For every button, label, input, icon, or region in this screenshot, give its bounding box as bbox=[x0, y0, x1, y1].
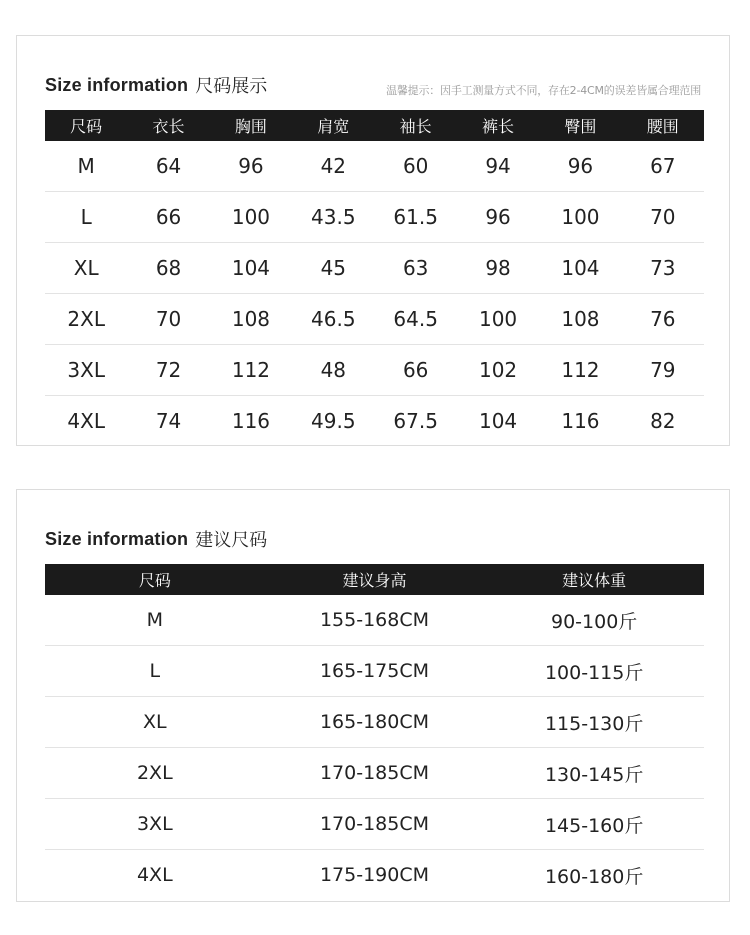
table-cell: 67 bbox=[622, 141, 704, 192]
table-cell: 4XL bbox=[67, 409, 105, 433]
table-cell: 63 bbox=[375, 243, 457, 294]
table-cell: 76 bbox=[622, 294, 704, 345]
header-sleeve: 袖长 bbox=[399, 117, 432, 136]
header-hip: 臀围 bbox=[564, 117, 597, 136]
header-size: 尺码 bbox=[138, 571, 171, 590]
header-shoulder: 肩宽 bbox=[317, 117, 350, 136]
table-cell: M bbox=[45, 141, 127, 192]
table-row bbox=[45, 595, 704, 646]
table-cell: 66 bbox=[127, 192, 209, 243]
table-row bbox=[45, 294, 704, 345]
header-waist: 腰围 bbox=[646, 117, 679, 136]
table-cell: 3XL bbox=[45, 345, 127, 396]
recommend-chart-card bbox=[16, 489, 730, 902]
table-row bbox=[45, 646, 704, 697]
table-row bbox=[45, 850, 704, 901]
table-cell: 94 bbox=[457, 141, 539, 192]
table-cell: 67.5 bbox=[393, 409, 438, 433]
table-cell: 100 bbox=[539, 192, 621, 243]
table-cell: 4XL bbox=[136, 864, 173, 886]
table-cell: 100 bbox=[457, 294, 539, 345]
table-cell: 68 bbox=[127, 243, 209, 294]
table-cell: L bbox=[45, 192, 127, 243]
table-cell: 115-130斤 bbox=[484, 697, 704, 748]
table-cell: 100 bbox=[210, 192, 292, 243]
table-cell: 108 bbox=[210, 294, 292, 345]
size-chart-table bbox=[45, 110, 704, 446]
recommend-chart-table bbox=[45, 564, 704, 900]
table-cell: 96 bbox=[210, 141, 292, 192]
size-chart-card bbox=[16, 35, 730, 446]
table-cell: 170-185CM bbox=[265, 799, 485, 850]
table-cell: L bbox=[45, 646, 265, 697]
table-cell: 43.5 bbox=[292, 192, 374, 243]
table-cell: XL bbox=[45, 697, 265, 748]
table-header-row bbox=[45, 564, 704, 595]
header-size: 尺码 bbox=[70, 117, 103, 136]
table-cell: 42 bbox=[292, 141, 374, 192]
table-cell: 102 bbox=[457, 345, 539, 396]
table-cell: 112 bbox=[539, 345, 621, 396]
table-cell: 170-185CM bbox=[265, 748, 485, 799]
table-row bbox=[45, 192, 704, 243]
table-cell: 66 bbox=[375, 345, 457, 396]
table-cell: 96 bbox=[457, 192, 539, 243]
table-cell: 46.5 bbox=[292, 294, 374, 345]
recommend-chart-title-en: Size information bbox=[45, 528, 189, 549]
table-row bbox=[45, 748, 704, 799]
table-cell: 73 bbox=[622, 243, 704, 294]
header-height: 建议身高 bbox=[342, 571, 407, 590]
table-cell: 160-180斤 bbox=[544, 865, 644, 888]
header-length: 衣长 bbox=[152, 117, 185, 136]
table-cell: 90-100斤 bbox=[484, 595, 704, 646]
header-chest: 胸围 bbox=[234, 117, 267, 136]
table-cell: 112 bbox=[210, 345, 292, 396]
table-cell: 2XL bbox=[45, 748, 265, 799]
table-cell: 2XL bbox=[45, 294, 127, 345]
table-cell: 108 bbox=[539, 294, 621, 345]
table-row bbox=[45, 141, 704, 192]
table-cell: 70 bbox=[127, 294, 209, 345]
table-cell: 104 bbox=[210, 243, 292, 294]
header-weight: 建议体重 bbox=[562, 571, 627, 590]
measurement-note: 温馨提示：因手工测量方式不同，存在2-4CM的误差皆属合理范围 bbox=[386, 84, 701, 97]
table-row bbox=[45, 345, 704, 396]
table-cell: 96 bbox=[539, 141, 621, 192]
table-cell: 165-180CM bbox=[265, 697, 485, 748]
header-pants-length: 裤长 bbox=[482, 117, 515, 136]
table-cell: XL bbox=[45, 243, 127, 294]
table-cell: 64 bbox=[127, 141, 209, 192]
size-chart-title-cn: 尺码展示 bbox=[195, 76, 268, 97]
size-chart-title-en: Size information bbox=[45, 74, 189, 95]
table-cell: 49.5 bbox=[311, 409, 356, 433]
table-cell: 79 bbox=[622, 345, 704, 396]
table-cell: 60 bbox=[375, 141, 457, 192]
table-cell: 98 bbox=[457, 243, 539, 294]
recommend-chart-title-cn: 建议尺码 bbox=[195, 530, 268, 551]
table-row bbox=[45, 396, 704, 447]
table-row bbox=[45, 243, 704, 294]
size-chart-title-row bbox=[45, 72, 701, 98]
table-header-row bbox=[45, 110, 704, 141]
table-cell: 48 bbox=[292, 345, 374, 396]
table-cell: 70 bbox=[622, 192, 704, 243]
table-cell: 104 bbox=[478, 409, 518, 433]
table-row bbox=[45, 799, 704, 850]
table-cell: 116 bbox=[561, 409, 600, 433]
table-cell: M bbox=[45, 595, 265, 646]
table-cell: 45 bbox=[292, 243, 374, 294]
table-cell: 64.5 bbox=[375, 294, 457, 345]
table-cell: 100-115斤 bbox=[484, 646, 704, 697]
table-cell: 155-168CM bbox=[265, 595, 485, 646]
table-cell: 3XL bbox=[45, 799, 265, 850]
table-cell: 116 bbox=[231, 409, 271, 433]
table-cell: 72 bbox=[127, 345, 209, 396]
recommend-chart-title-row bbox=[45, 526, 701, 552]
table-row bbox=[45, 697, 704, 748]
table-cell: 82 bbox=[650, 409, 676, 433]
table-cell: 130-145斤 bbox=[484, 748, 704, 799]
table-cell: 145-160斤 bbox=[484, 799, 704, 850]
table-cell: 175-190CM bbox=[319, 864, 429, 886]
table-cell: 74 bbox=[155, 409, 182, 433]
table-cell: 104 bbox=[539, 243, 621, 294]
table-cell: 61.5 bbox=[375, 192, 457, 243]
table-cell: 165-175CM bbox=[265, 646, 485, 697]
